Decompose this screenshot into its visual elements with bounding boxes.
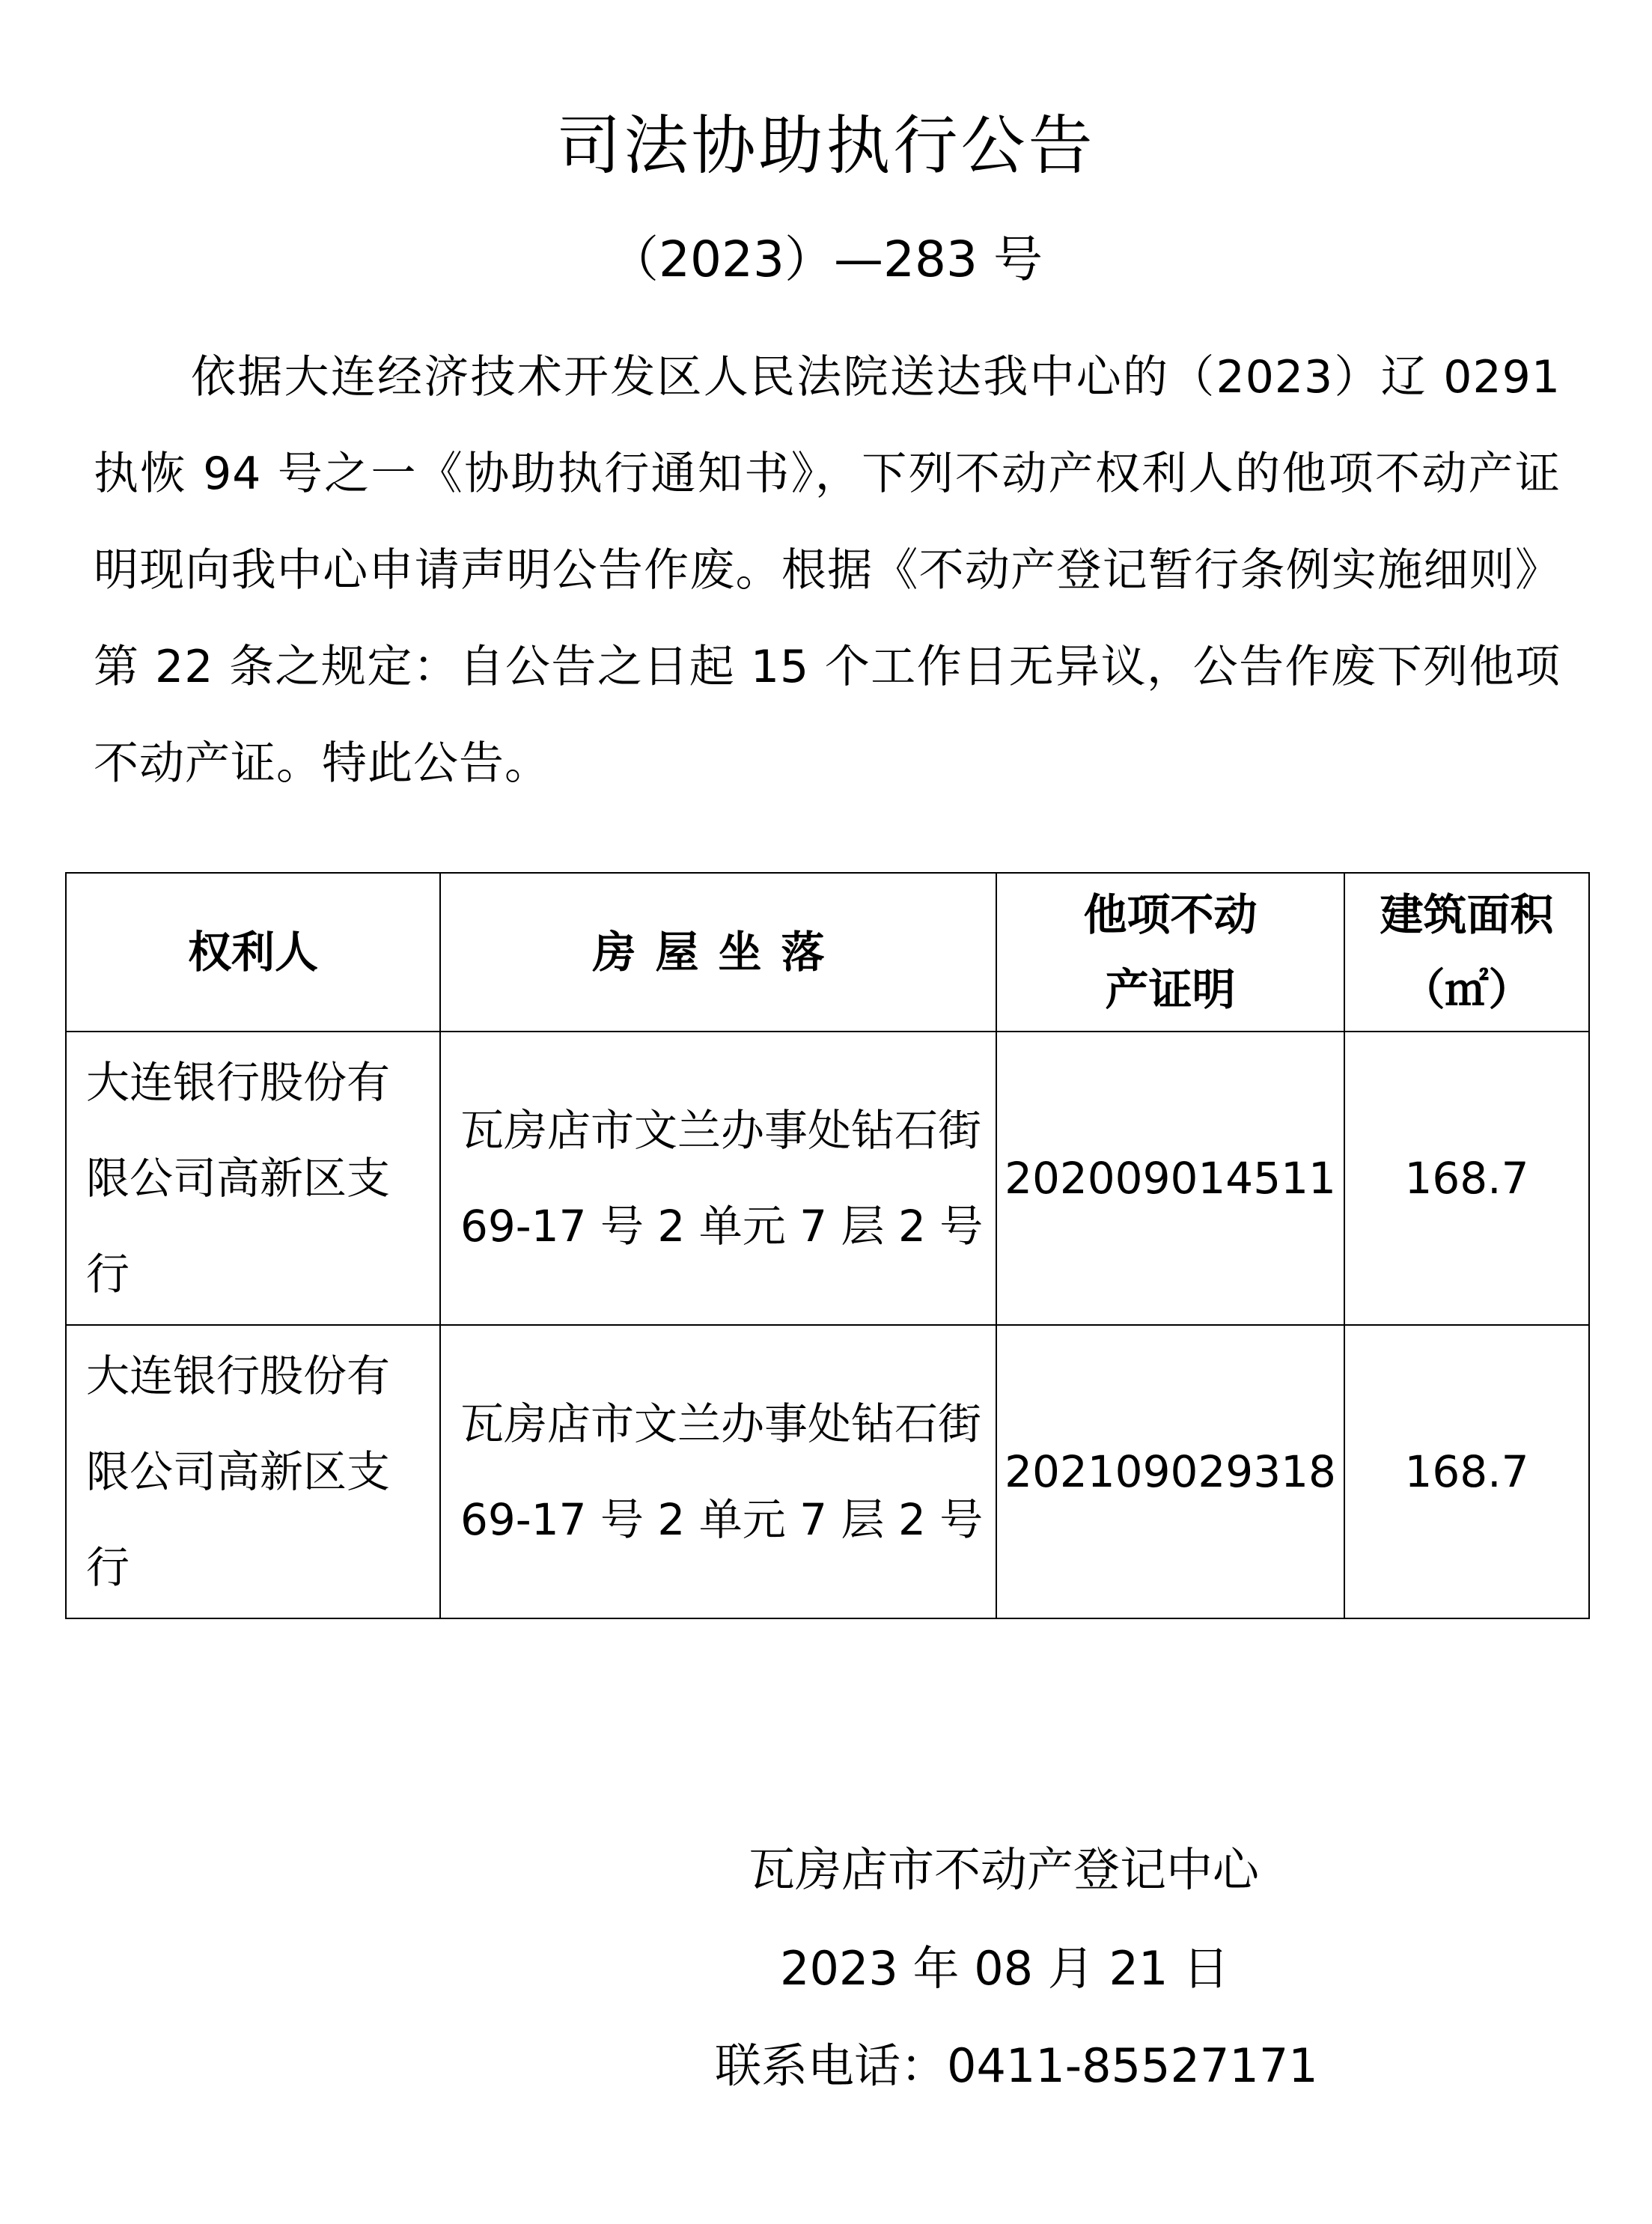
row-location: 瓦房店市文兰办事处钻石街 69-17 号 2 单元 7 层 2 号: [440, 1032, 996, 1325]
table-row: [66, 1325, 1589, 1618]
certificate-table: [65, 872, 1590, 1619]
row-area: 168.7: [1344, 1325, 1589, 1618]
issue-date: 2023 年 08 月 21 日: [780, 1941, 1230, 1996]
row-area: 168.7: [1344, 1032, 1589, 1325]
notice-body: 依据大连经济技术开发区人民法院送达我中心的（2023）辽 0291 执恢 94 号之一《协助执行通知书》，下列不动产权利人的他项不动产证明现向我中心申请声明公告作废。根据《不动产登记暂行条例实施细则》第 22 条之规定：自公告之日起 15 个工作日无异议，公告作废下列他项不动产证。特此公告。: [94, 351, 1561, 790]
header-owner: 权利人: [66, 873, 440, 1032]
notice-title: 司法协助执行公告: [556, 109, 1096, 183]
document-number: （2023）—283 号: [609, 231, 1043, 288]
row-certificate: 202109029318: [996, 1325, 1344, 1618]
header-location: 房屋坐落: [440, 873, 996, 1032]
contact-phone: 联系电话：0411-85527171: [715, 2038, 1318, 2093]
table-row: [66, 1032, 1589, 1325]
issuing-organization: 瓦房店市不动产登记中心: [749, 1842, 1260, 1897]
row-location: 瓦房店市文兰办事处钻石街 69-17 号 2 单元 7 层 2 号: [440, 1325, 996, 1618]
header-certificate: 他项不动产证明: [996, 873, 1344, 1032]
table-header-row: [66, 873, 1589, 1032]
header-area: 建筑面积（㎡）: [1344, 873, 1589, 1032]
row-owner: 大连银行股份有限公司高新区支行: [66, 1032, 440, 1325]
row-certificate: 202009014511: [996, 1032, 1344, 1325]
row-owner: 大连银行股份有限公司高新区支行: [66, 1325, 440, 1618]
